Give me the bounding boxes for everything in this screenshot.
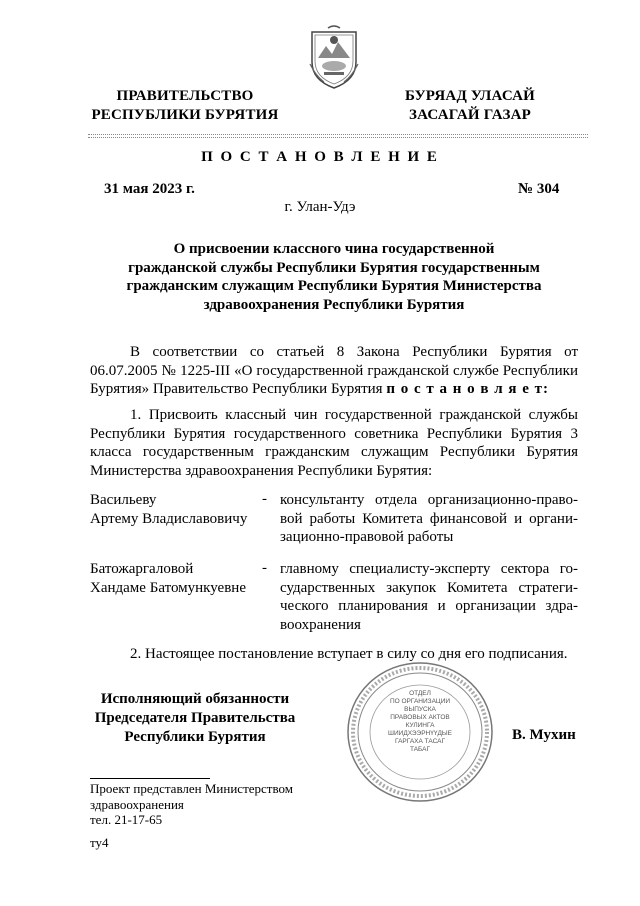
government-name-ru: ПРАВИТЕЛЬСТВО РЕСПУБЛИКИ БУРЯТИЯ [91,88,279,123]
preamble-paragraph [90,343,578,399]
footer-code: ту4 [90,835,109,850]
person-1-name: Васильеву Артему Владиславовичу [90,492,248,527]
header-divider [88,134,588,135]
document-city: г. Улан-Удэ [284,199,356,215]
document-number: № 304 [518,181,560,197]
person-2-name: Батожаргаловой Хандаме Батомункуевне [90,561,246,596]
stamp-text: ОТДЕЛ ПО ОРГАНИЗАЦИИ ВЫПУСКА ПРАВОВЫХ АКТОВ КУЛИНГА ШИИДХЭЭРНҮҮДЫЕ ГАРГАХА ТАСАГ ТАБАГ [388,690,452,753]
item-2-paragraph: 2. Настоящее постановление вступает в силу со дня его подписания. [130,646,568,662]
footer-divider [90,778,210,779]
document-title: О присвоении классного чина государственной гражданской службы Республики Бурятия государственным гражданским служащим Республики Бурятия Министерства здравоохранения Республики Бурятия [126,241,542,313]
person-2-position: главному специалисту-эксперту сектора государственных закупок Комитета стратегического планирования и организации здравоохранения [280,561,578,633]
coat-of-arms-emblem [306,24,362,90]
official-stamp [345,660,495,805]
signatory-position: Исполняющий обязанности Председателя Правительства Республики Бурятия [94,691,296,745]
footer-note: Проект представлен Министерством здравоохранения тел. 21-17-65 [90,781,294,827]
person-1-position: консультанту отдела организационно-правовой работы Комитета финансовой и организационно-правовой работы [280,492,578,545]
header-divider-2 [88,137,588,138]
person-2-dash: - [262,560,267,576]
item-1-paragraph: 1. Присвоить классный чин государственной гражданской службы Республики Бурятия государственного советника Республики Бурятия 3 класса государственным гражданским служащим Республики Бурятия Министерства здравоохранения Республики Бурятия: [90,407,578,479]
document-date: 31 мая 2023 г. [104,181,195,197]
preamble-text: В соответствии со статьей 8 Закона Республики Бурятия от 06.07.2005 № 1225-III «О государственной гражданской службе Республики Бурятия» Правительство Республики Бурятия [90,344,578,397]
government-name-bua: БУРЯАД УЛАСАЙ ЗАСАГАЙ ГАЗАР [404,88,536,123]
document-type: П О С Т А Н О В Л Е Н И Е [201,149,439,165]
signatory-name: В. Мухин [512,727,576,743]
person-1-dash: - [262,491,267,507]
decree-word: п о с т а н о в л я е т: [386,381,550,397]
